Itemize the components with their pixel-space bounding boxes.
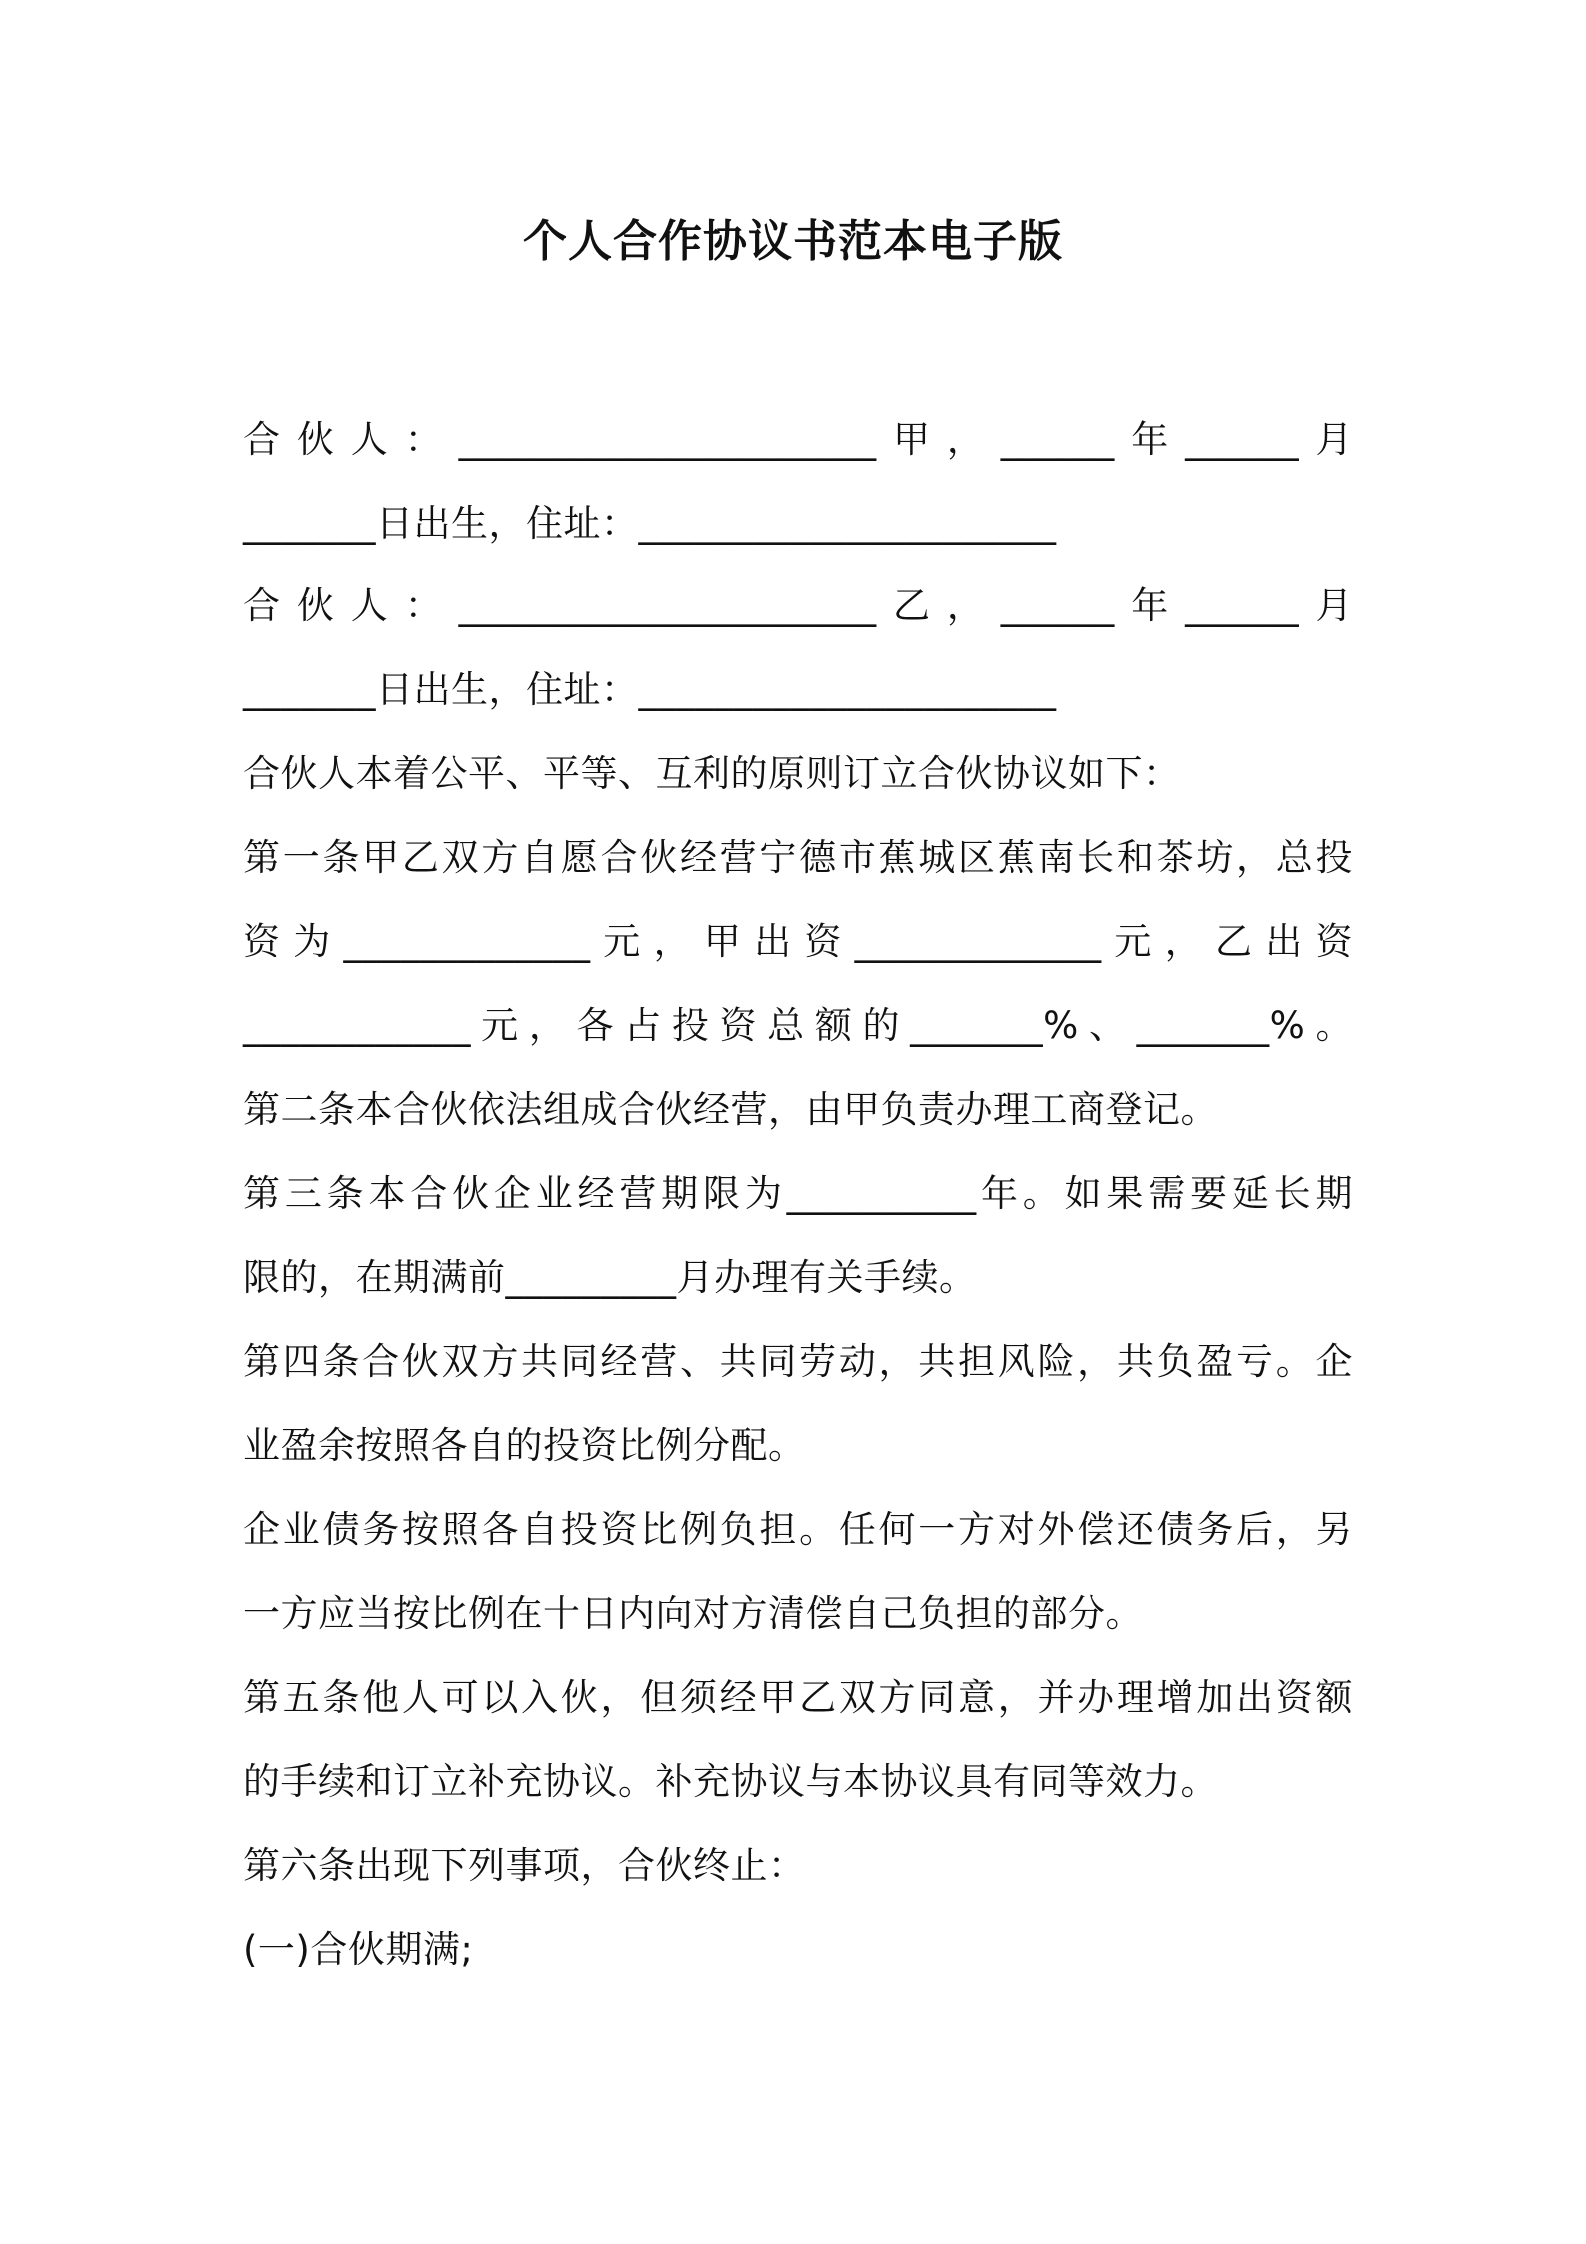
article-1-line-3: ____________元，各占投资总额的_______%、_______%。 xyxy=(243,1004,1353,1047)
document-title: 个人合作协议书范本电子版 xyxy=(523,216,1063,267)
document-body xyxy=(243,398,1353,1992)
article-6-item-1: (一)合伙期满; xyxy=(243,1928,474,1971)
partner-b-line-1: 合伙人：______________________乙，______年______月 xyxy=(243,584,1353,627)
partner-b-line-2: _______日出生，住址：______________________ xyxy=(243,668,1057,711)
article-3-line-1: 第三条本合伙企业经营期限为__________年。如果需要延长期 xyxy=(243,1172,1353,1215)
debt-clause-line-2: 一方应当按比例在十日内向对方清偿自己负担的部分。 xyxy=(243,1592,1143,1635)
debt-clause-line-1: 企业债务按照各自投资比例负担。任何一方对外偿还债务后，另 xyxy=(243,1508,1353,1551)
article-6: 第六条出现下列事项，合伙终止： xyxy=(243,1844,806,1887)
article-1-line-2: 资为_____________元，甲出资_____________元，乙出资 xyxy=(243,920,1353,963)
article-3-line-2: 限的，在期满前_________月办理有关手续。 xyxy=(243,1256,977,1299)
agreement-intro: 合伙人本着公平、平等、互利的原则订立合伙协议如下： xyxy=(243,752,1181,795)
article-2: 第二条本合伙依法组成合伙经营，由甲负责办理工商登记。 xyxy=(243,1088,1218,1131)
article-5-line-1: 第五条他人可以入伙，但须经甲乙双方同意，并办理增加出资额 xyxy=(243,1676,1353,1719)
article-5-line-2: 的手续和订立补充协议。补充协议与本协议具有同等效力。 xyxy=(243,1760,1218,1803)
article-1-line-1: 第一条甲乙双方自愿合伙经营宁德市蕉城区蕉南长和茶坊，总投 xyxy=(243,836,1353,879)
partner-a-line-2: _______日出生，住址：______________________ xyxy=(243,502,1057,545)
article-4-line-2: 业盈余按照各自的投资比例分配。 xyxy=(243,1424,806,1467)
article-4-line-1: 第四条合伙双方共同经营、共同劳动，共担风险，共负盈亏。企 xyxy=(243,1340,1353,1383)
partner-a-line-1: 合伙人：______________________甲，______年______月 xyxy=(243,418,1353,461)
